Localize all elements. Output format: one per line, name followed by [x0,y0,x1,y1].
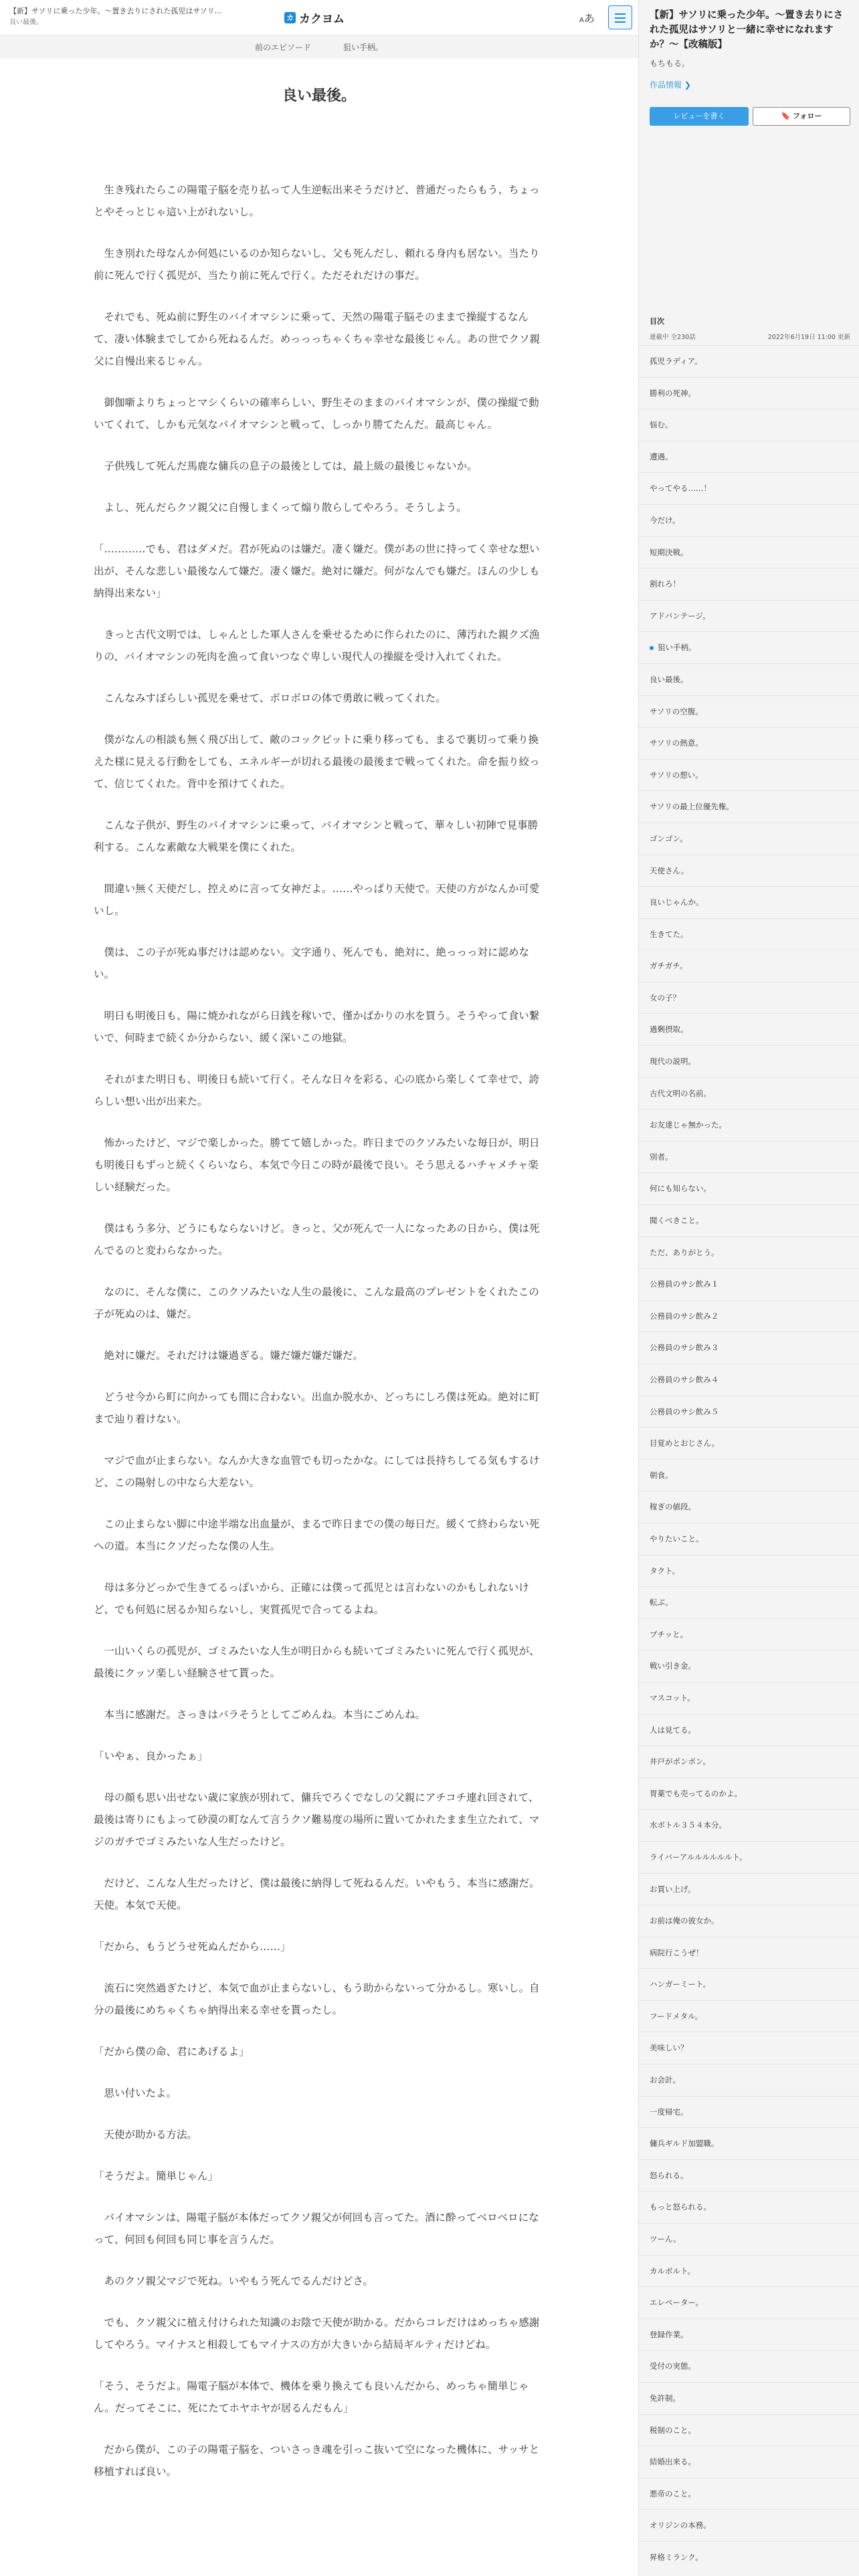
toc-item[interactable]: 稼ぎの値段。 [639,1491,859,1523]
toc-item[interactable]: マスコット。 [639,1682,859,1714]
toc-item[interactable]: ただ、ありがとう。 [639,1237,859,1269]
toc-item[interactable]: エレベーター。 [639,2286,859,2319]
body-paragraph: 思い付いたよ。 [94,2087,177,2099]
body-paragraph: 「いやぁ、良かったぁ」 [94,1750,208,1762]
font-settings-button[interactable]: Aあ [579,12,595,25]
body-paragraph: こんなみすぼらしい孤児を乗せて、ボロボロの体で勇敢に戦ってくれた。 [94,692,446,704]
toc-heading: 目次 [650,317,664,326]
toc-item[interactable]: 公務員のサシ飲み２ [639,1300,859,1332]
toc-item[interactable]: サソリの想い。 [639,759,859,791]
body-paragraph: 絶対に嫌だ。それだけは嫌過ぎる。嫌だ嫌だ嫌だ嫌だ。 [94,1350,364,1362]
work-title-link[interactable]: 【新】サソリに乗った少年。〜置き去りにされた孤児はサソリ… [9,7,222,15]
toc-item[interactable]: 過剰摂取。 [639,1013,859,1045]
toc-item[interactable]: サソリの熱意。 [639,727,859,759]
write-review-button[interactable]: レビューを書く [650,107,749,126]
toc-item[interactable]: ガチガチ。 [639,950,859,982]
body-paragraph: こんな子供が、野生のバイオマシンに乗って、バイオマシンと戦って、華々しい初陣で見事勝利する。こんな素敵な大戦果を僕にくれた。 [94,819,539,853]
body-paragraph: 「そう、そうだよ。陽電子脳が本体で、機体を乗り換えても良いんだから、めっちゃ簡単じゃん。だってそこに、死にたてホヤホヤが居るんだもん」 [94,2380,529,2414]
toc-item[interactable]: 勝利の死神。 [639,377,859,409]
toc-item[interactable]: 転ぶ。 [639,1586,859,1618]
body-paragraph: 僕は、この子が死ぬ事だけは認めない。文字通り、死んでも、絶対に、絶っっっ対に認めない。 [94,946,530,980]
follow-button[interactable]: 🔖 フォロー [753,107,850,126]
toc-item[interactable]: 女の子？ [639,982,859,1014]
toc-item[interactable]: 受付の実態。 [639,2350,859,2382]
toc-item[interactable]: 胃薬でも売ってるのかよ。 [639,1778,859,1810]
body-paragraph: それがまた明日も、明後日も続いて行く。そんな日々を彩る、心の底から楽しくて幸せで、誇らしい想い出が出来た。 [94,1073,539,1107]
sidebar-work-title[interactable]: 【新】サソリに乗った少年。〜置き去りにされた孤児はサソリと一緒に幸せになれますか？〜【改稿版】 [650,10,844,50]
toc-item[interactable]: アドバンテージ。 [639,600,859,632]
toc-item[interactable]: お買い上げ。 [639,1873,859,1905]
body-paragraph: 子供残して死んだ馬鹿な傭兵の息子の最後としては、最上級の最後じゃないか。 [94,460,478,472]
toc-item[interactable]: 戦い引き金。 [639,1650,859,1682]
toc-item[interactable]: 水ボトル３５４本分。 [639,1809,859,1841]
toc-item[interactable]: お会計。 [639,2064,859,2096]
toc-item[interactable]: やりたいこと。 [639,1523,859,1555]
toc-list [639,345,859,2573]
episode-nav [0,35,638,58]
toc-item[interactable]: 生きてた。 [639,918,859,950]
episode-meta[interactable] [9,6,277,27]
body-paragraph: 間違い無く天使だし、控えめに言って女神だよ。……やっぱり天使で。天使の方がなんか可愛いし。 [94,883,540,917]
toc-item[interactable]: タクト。 [639,1555,859,1587]
toc-item[interactable]: 聞くべきこと。 [639,1204,859,1237]
toc-item[interactable]: 天使さん。 [639,855,859,887]
toc-item[interactable]: お友達じゃ無かった。 [639,1109,859,1141]
next-episode-link[interactable]: 狙い手柄。 [343,42,384,52]
toc-item[interactable]: 古代文明の名前。 [639,1077,859,1109]
toc-item[interactable]: 税制のこと。 [639,2414,859,2446]
body-paragraph: なのに、そんな僕に、このクソみたいな人生の最後に、こんな最高のプレゼントをくれたこの子が死ぬのは、嫌だ。 [94,1286,539,1320]
prev-episode-link[interactable]: 前のエピソード [254,42,311,52]
episode-body [94,179,542,2502]
toc-item[interactable]: 公務員のサシ飲み５ [639,1396,859,1428]
toc-item-current[interactable]: 狙い手柄。 [639,631,859,663]
body-paragraph: 生き残れたらこの陽電子脳を売り払って人生逆転出来そうだけど、普通だったらもう、ちょっとやそっとじゃ這い上がれないし。 [94,184,540,218]
toc-updated: 2022年6月19日 11:00 更新 [767,334,850,341]
body-paragraph: どうせ今から町に向かっても間に合わない。出血か脱水か、どっちにしろ僕は死ぬ。絶対に町まで辿り着けない。 [94,1391,540,1425]
toc-item[interactable]: 朝食。 [639,1459,859,1491]
toc-item[interactable]: サソリの最上位優先権。 [639,790,859,823]
toc-item[interactable]: 短期決戦。 [639,536,859,568]
toc-item[interactable]: 結婚出来る。 [639,2446,859,2478]
toc-item[interactable]: 何にも知らない。 [639,1172,859,1204]
toc-item[interactable]: フードメタル。 [639,2000,859,2032]
body-paragraph: 「だから僕の命、君にあげるよ」 [94,2046,250,2058]
current-episode-label: 良い最後。 [9,19,43,26]
toc-item[interactable]: ライバーアルルルルルルト。 [639,1841,859,1873]
body-paragraph: 僕がなんの相談も無く飛び出して、敵のコックピットに乗り移っても、まるで裏切って乗り換えた様に見える行動をしても、エネルギーが切れる最後の最後まで戦ってくれた。命を振り絞って、信じてくれた。背中を預けてくれた。 [94,734,540,790]
body-paragraph: 母は多分どっかで生きてるっぽいから、正確には僕って孤児とは言わないのかもしれないけど、でも何処に居るか知らないし、実質孤児で合ってるよね。 [94,1582,529,1616]
toc-item[interactable]: プチッと。 [639,1618,859,1650]
toc-item[interactable]: ハンガーミート。 [639,1968,859,2000]
toc-item[interactable]: 悪帝のこと。 [639,2478,859,2510]
toc-item[interactable]: 良いじゃんか。 [639,886,859,918]
body-paragraph: 怖かったけど、マジで楽しかった。勝てて嬉しかった。昨日までのクソみたいな毎日が、明日も明後日もずっと続くくらいなら、本気で今日この時が最後で良い。そう思えるハチャメチャ楽しい経験だった。 [94,1137,540,1193]
toc-item[interactable]: 今だけ。 [639,504,859,536]
toc-item[interactable]: もっと怒られる。 [639,2191,859,2223]
toc-item[interactable]: 孤児ラディア。 [639,345,859,377]
toc-item[interactable]: ツーん。 [639,2223,859,2255]
body-paragraph: だから僕が、この子の陽電子脳を、ついさっき魂を引っこ抜いて空になった機体に、サッサと移植すれば良い。 [94,2444,540,2478]
toc-item[interactable]: 一度帰宅。 [639,2096,859,2128]
body-paragraph: きっと古代文明では、しゃんとした軍人さんを乗せるために作られたのに、薄汚れた親クズ漁りの、バイオマシンの死肉を漁って食いつなぐ卑しい現代人の操縦を受け入れてくれた。 [94,629,540,663]
toc-item[interactable]: カルボルト。 [639,2255,859,2287]
toc-menu-button[interactable] [608,5,632,29]
toc-item[interactable]: 井戸がポンポン。 [639,1745,859,1778]
body-paragraph: マジで血が止まらない。なんか大きな血管でも切ったかな。にしては長持ちしてる気もするけど、この陽射しの中なら大差ない。 [94,1455,540,1489]
toc-item[interactable]: 登録作業。 [639,2319,859,2351]
body-paragraph: 明日も明後日も、陽に焼かれながら日銭を稼いで、僅かばかりの水を買う。そうやって食い繋いで、何時まで続くか分からない、緩く深いこの地獄。 [94,1010,540,1044]
work-info-link[interactable]: 作品情報 ❯ [650,80,691,90]
toc-item[interactable]: 昇格ミランク。 [639,2541,859,2573]
body-paragraph: 母の顔も思い出せない歳に家族が別れて、傭兵でろくでなしの父親にアチコチ連れ回されて、最後は寄りにもよって砂漠の町なんて言うクソ難易度の場所に置いてかれたまま生立たれて、マジのガチでゴミみたいな人生だったけど。 [94,1792,540,1848]
body-paragraph: 「そうだよ。簡単じゃん」 [94,2170,219,2182]
toc-item[interactable]: 割れろ！ [639,568,859,600]
toc-item[interactable]: 怒られる。 [639,2159,859,2191]
toc-item[interactable]: 公務員のサシ飲み１ [639,1268,859,1300]
author-name[interactable]: もちもる。 [650,59,690,68]
body-paragraph: 一山いくらの孤児が、ゴミみたいな人生が明日からも続いてゴミみたいに死んで行く孤児が、最後にクッソ楽しい経験させて貰った。 [94,1645,540,1679]
body-paragraph: だけど、こんな人生だったけど、僕は最後に納得して死ねるんだ。いやもう、本当に感謝だ。天使。本気で天使。 [94,1877,540,1911]
body-paragraph: 「だから、もうどうせ死ぬんだから……」 [94,1941,291,1953]
body-paragraph: 本当に感謝だ。さっきはバラそうとしてごめんね。本当にごめんね。 [94,1709,426,1721]
sidebar [638,0,859,2576]
body-paragraph: この止まらない脚に中途半端な出血量が、まるで昨日までの僕の毎日だ。緩くて終わらない死への道。本当にクソだったな僕の人生。 [94,1518,540,1552]
toc-item[interactable]: 傭兵ギルド加盟職。 [639,2127,859,2159]
toc-item[interactable]: 美味しい？ [639,2032,859,2064]
menu-icon [615,13,626,15]
body-paragraph: 生き別れた母なんか何処にいるのか知らないし、父も死んだし、頼れる身内も居ない。当たり前に死んで行く孤児が、当たり前に死んで行く。ただそれだけの事だ。 [94,247,540,282]
toc-item[interactable]: お前は俺の彼女か。 [639,1905,859,1937]
body-paragraph: でも、クソ親父に植え付けられた知識のお陰で天使が助かる。だからコレだけはめっちゃ感謝してやろう。マイナスと相殺してもマイナスの方が大きいから結局ギルティだけどね。 [94,2317,540,2351]
logo-text: カクヨム [299,13,345,26]
body-paragraph: 御伽噺よりちょっとマシくらいの確率らしい、野生そのままのバイオマシンが、僕の操縦で動いてくれて、しかも元気なバイオマシンと戦って、しっかり勝てたんだ。最高じゃん。 [94,397,539,431]
body-paragraph: あのクソ親父マジで死ね。いやもう死んでるんだけどさ。 [94,2275,373,2287]
toc-item[interactable]: 公務員のサシ飲み３ [639,1331,859,1364]
body-paragraph: よし、死んだらクソ親父に自慢しまくって煽り散らしてやろう。そうしよう。 [94,502,467,514]
toc-status: 連載中 全230話 [650,334,696,341]
body-paragraph: 天使が助かる方法。 [94,2129,198,2141]
top-header [0,0,638,35]
toc-item[interactable]: 病院行こうぜ！ [639,1937,859,1969]
toc-item[interactable]: ゴンゴン。 [639,823,859,855]
toc-item[interactable]: 悩む。 [639,409,859,441]
body-paragraph: それでも、死ぬ前に野生のバイオマシンに乗って、天然の陽電子脳そのままで操縦するなんて、凄い体験までしてから死ねるんだ。めっっっちゃくちゃ幸せな最後じゃん。あの世でクソ親父に自慢出来るじゃん。 [94,311,540,367]
toc-item[interactable]: やってやる……！ [639,472,859,504]
toc-item[interactable]: 免許制。 [639,2382,859,2414]
episode-title: 良い最後。 [282,88,356,104]
logo-icon: カ [284,12,296,23]
toc-item[interactable]: 遭遇。 [639,441,859,473]
toc-item[interactable]: オリジンの本務。 [639,2509,859,2541]
toc-item[interactable]: 人は見てる。 [639,1714,859,1746]
body-paragraph: 「…………でも、君はダメだ。君が死ぬのは嫌だ。凄く嫌だ。僕があの世に持ってく幸せな想い出が、そんな悲しい最後なんて嫌だ。凄く嫌だ。絶対に嫌だ。何がなんでも嫌だ。ほんの少しも納得出来ない」 [94,543,540,599]
kakuyomu-logo[interactable] [284,9,345,26]
body-paragraph: バイオマシンは、陽電子脳が本体だってクソ親父が何回も言ってた。酒に酔ってベロベロになって、何回も何回も同じ事を言うんだ。 [94,2212,539,2246]
body-paragraph: 流石に突然過ぎたけど、本気で血が止まらないし、もう助からないって分かるし。寒いし。自分の最後にめちゃくちゃ納得出来る幸せを貰ったし。 [94,1982,540,2016]
toc-item[interactable]: 別者。 [639,1141,859,1173]
toc-item[interactable]: 現代の説明。 [639,1045,859,1077]
toc-item[interactable]: 公務員のサシ飲み４ [639,1364,859,1396]
toc-item[interactable]: 良い最後。 [639,663,859,695]
body-paragraph: 僕はもう多分、どうにもならないけど。きっと、父が死んで一人になったあの日から、僕は死んでるのと変わらなかった。 [94,1222,540,1257]
toc-item[interactable]: サソリの空腹。 [639,695,859,728]
toc-item[interactable]: 目覚めとおじさん。 [639,1427,859,1459]
